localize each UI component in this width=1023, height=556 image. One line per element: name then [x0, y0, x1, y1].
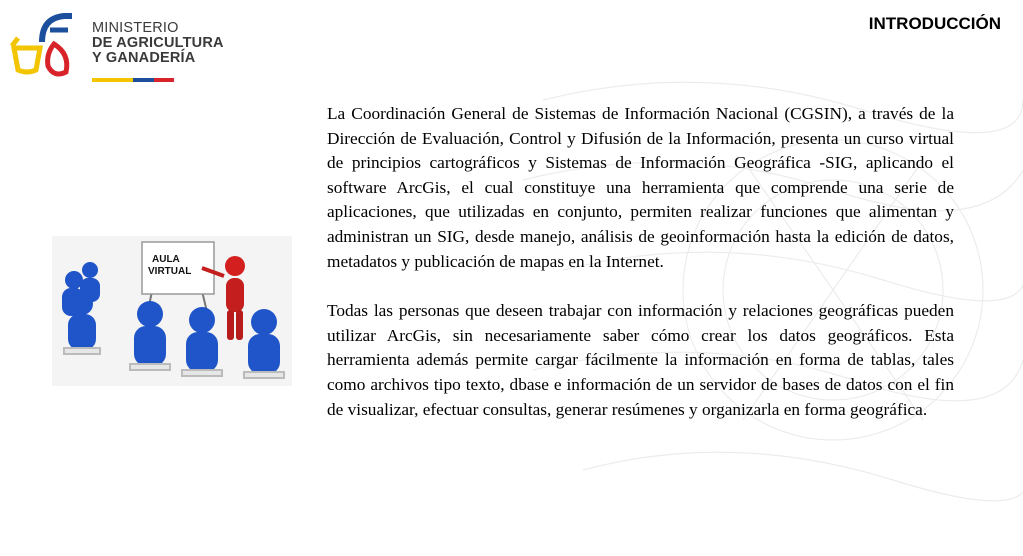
flag-color-bar: [92, 78, 174, 82]
ministry-emblem-icon: [10, 8, 80, 80]
ministry-logo: [10, 8, 240, 82]
intro-paragraph-2: Todas las personas que deseen trabajar con información y relaciones geográficas pueden utilizar ArcGis, sin necesariamente saber cómo crear los datos geográficos. Esta herramienta además permite cargar fácilmente la información en forma de tablas, tales como archivos tipo texto, dbase e información de un servidor de bases de datos con el fin de visualizar, efectuar consultas, generar resúmenes y organizarla en forma geográfica.: [327, 301, 954, 419]
board-text-line2: VIRTUAL: [148, 266, 192, 277]
intro-paragraph-1: La Coordinación General de Sistemas de Información Nacional (CGSIN), a través de la Dirección de Evaluación, Control y Difusión de la Información, presenta un curso virtual de principios cartográficos y Sistemas de Información Geográfica -SIG, aplicando el software ArcGis, el cual constituye una herramienta que comprende una serie de aplicaciones, que utilizadas en conjunto, permiten realizar funciones que alimentan y administran un SIG, desde manejo, análisis de geoinformación hasta la edición de datos, metadatos y publicación de mapas en la Internet.: [327, 104, 954, 271]
board-text-line1: AULA: [152, 254, 180, 265]
logo-line-2: DE AGRICULTURA: [92, 35, 224, 51]
virtual-classroom-illustration: [52, 236, 292, 386]
logo-line-1: MINISTERIO: [92, 20, 179, 36]
page-title: INTRODUCCIÓN: [868, 14, 1001, 33]
logo-line-3: Y GANADERÍA: [92, 50, 196, 66]
intro-text: [327, 102, 954, 422]
